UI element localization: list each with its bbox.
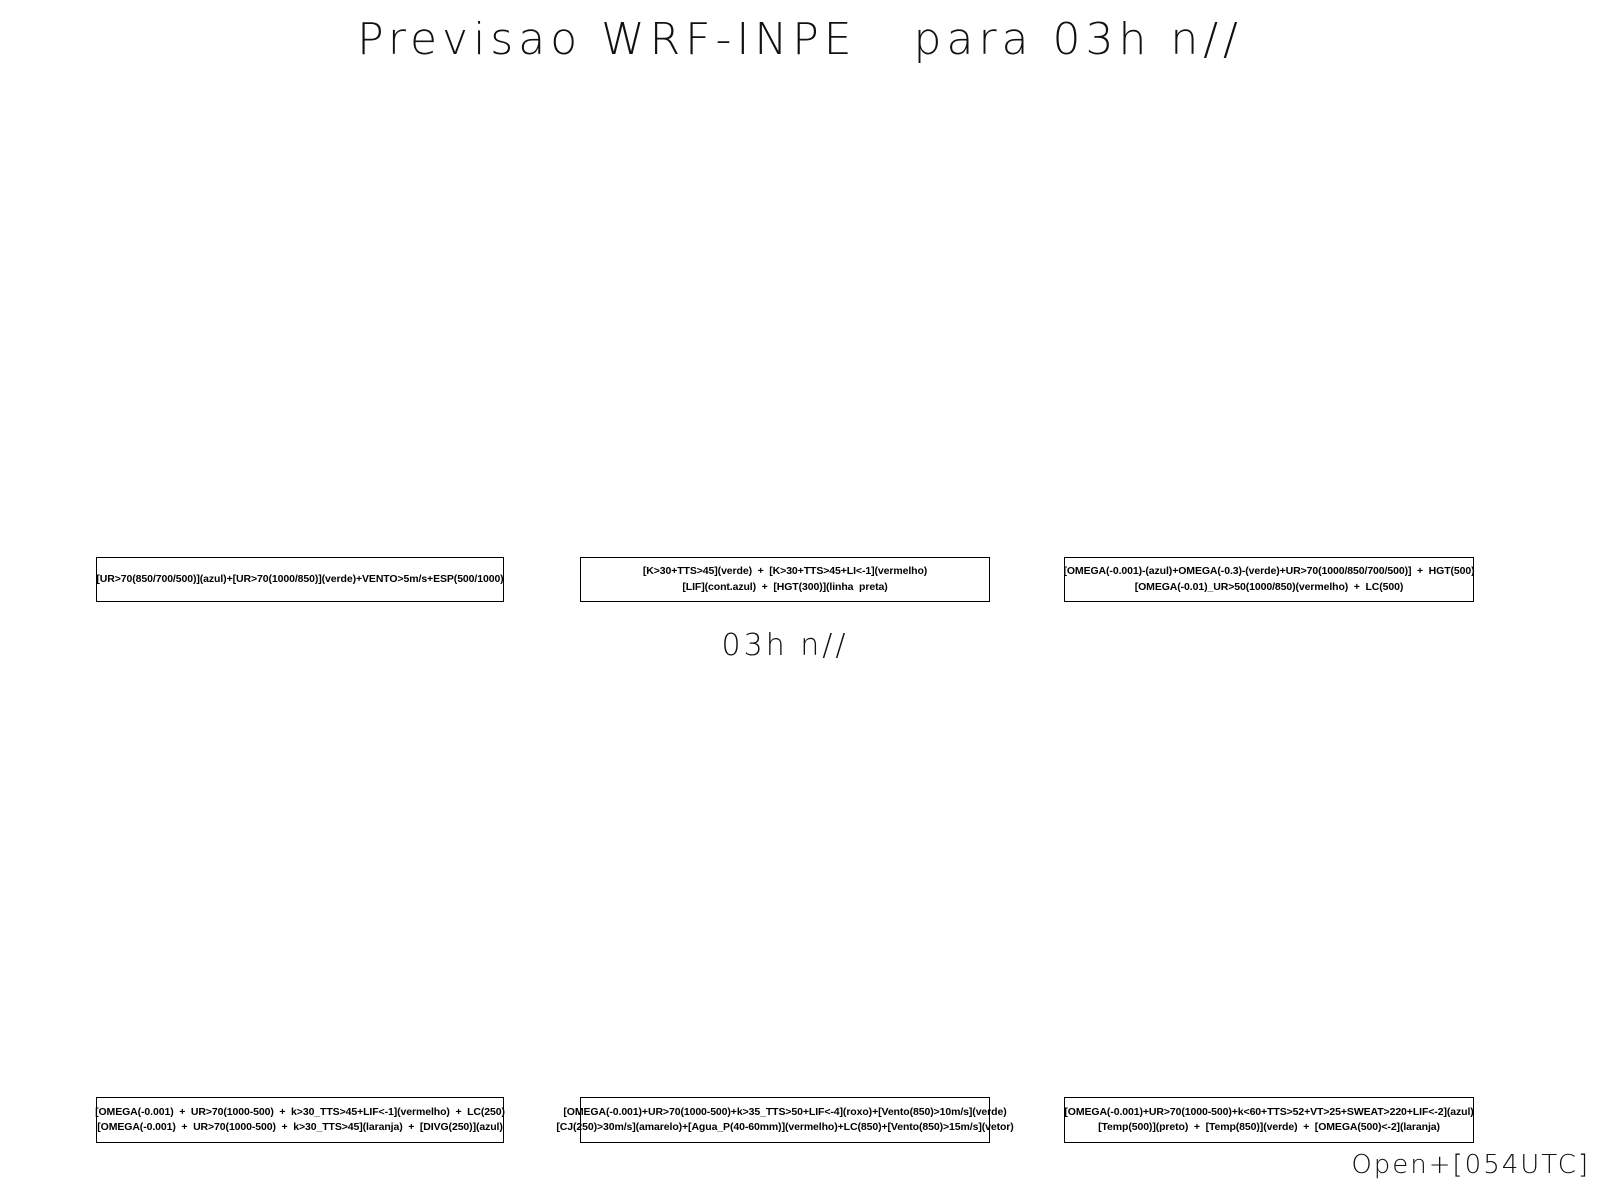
legend-line: [Temp(500)](preto) + [Temp(850)](verde) + [OMEGA(500)<-2](laranja) (1098, 1121, 1440, 1133)
legend-line: [OMEGA(-0.01)_UR>50(1000/850)(vermelho) + LC(500) (1134, 580, 1404, 593)
legend-box-top-left (96, 557, 504, 602)
legend-line: [OMEGA(-0.001) + UR>70(1000-500) + k>30_TTS>45](laranja) + [DIVG(250)](azul) (97, 1121, 503, 1133)
plot-area-bottom-left (96, 690, 504, 1090)
page-title: Previsao WRF-INPE para 03h n// (357, 14, 1243, 65)
legend-line: [UR>70(850/700/500)](azul)+[UR>70(1000/850)](verde)+VENTO>5m/s+ESP(500/1000) (96, 572, 504, 585)
legend-box-bottom-mid (556, 1097, 1014, 1143)
legend-box-bottom-left (96, 1097, 504, 1143)
legend-line: [OMEGA(-0.001)+UR>70(1000-500)+k<60+TTS>52+VT>25+SWEAT>220+LIF<-2](azul) (1064, 1105, 1474, 1118)
legend-box-top-mid (580, 557, 990, 602)
subtitle: 03h n// (721, 628, 849, 663)
legend-line: [K>30+TTS>45](verde) + [K>30+TTS>45+LI<-1](vermelho) (642, 565, 928, 578)
legend-line: [OMEGA(-0.001)+UR>70(1000-500)+k>35_TTS>50+LIF<-4](roxo)+[Vento(850)>10m/s](verde) (563, 1105, 1007, 1118)
plot-area-bottom-mid (580, 690, 990, 1090)
plot-area-top-left (96, 90, 504, 550)
legend-box-bottom-right (1064, 1097, 1474, 1143)
plot-area-top-right (1064, 90, 1474, 550)
legend-line: [LIF](cont.azul) + [HGT(300)](linha preta) (682, 580, 888, 593)
plot-area-bottom-right (1064, 690, 1474, 1090)
legend-line: [CJ(250)>30m/s](amarelo)+[Agua_P(40-60mm)](vermelho)+LC(850)+[Vento(850)>15m/s](vetor) (556, 1121, 1014, 1133)
legend-box-top-right (1064, 557, 1474, 602)
legend-line: [OMEGA(-0.001) + UR>70(1000-500) + k>30_TTS>45+LIF<-1](vermelho) + LC(250) (95, 1105, 505, 1118)
plot-area-top-mid (580, 90, 990, 550)
legend-line: [OMEGA(-0.001)-(azul)+OMEGA(-0.3)-(verde)+UR>70(1000/850/700/500)] + HGT(500) (1063, 565, 1475, 578)
corner-stamp: Open+[054UTC] (1351, 1150, 1590, 1180)
